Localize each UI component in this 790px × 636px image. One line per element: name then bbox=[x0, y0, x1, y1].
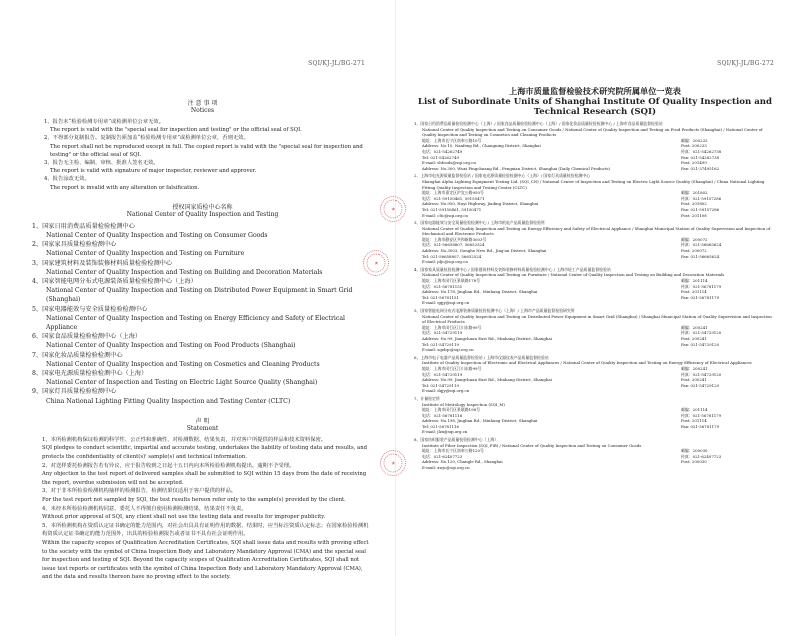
unit-entry bbox=[414, 220, 776, 265]
unit-contact-right: Fax: 021-56781179 bbox=[681, 423, 720, 429]
unit-contact-right: Fax: 021-54729120 bbox=[681, 382, 720, 388]
unit-head: 3、国家电器能效与安全质量检验检测中心 / 上海市机电产品质量监督检验所 bbox=[414, 220, 545, 226]
notice-title-zh: 注 意 事 项 bbox=[187, 100, 218, 107]
unit-contact-left: 地址：上海市长宁区南奉公路10号 bbox=[422, 137, 482, 143]
unit-contact-row bbox=[414, 388, 776, 394]
unit-contact-right bbox=[681, 388, 776, 394]
unit-entry bbox=[414, 173, 776, 218]
unit-contact-right: Post: 200030 bbox=[681, 459, 707, 465]
center-item: 2、国家家具质量检验检测中心 National Center of Quality Inspection and Testing on Furniture bbox=[32, 241, 245, 258]
unit-subtitle: National Center of Quality Inspection and Testing on Consumer Goods / National Center of Quality Inspection and Testing on Food Products (Shanghai) / National Center of Quality Inspection and Testing on Cosmetics and Cleaning Products bbox=[422, 126, 763, 138]
unit-contact-left: 地址：上海市闵行区景联路198号 bbox=[422, 407, 481, 413]
unit-entry bbox=[414, 437, 776, 471]
unit-subtitle: Institute of Fiber Inspection (SQI_FIB) / National Center of Quality Inspection and Testing on Consumer Goods bbox=[422, 442, 642, 448]
unit-contact-right: 传真：021-59157286 bbox=[681, 195, 722, 201]
notice-item: 3、报告无主检、编制、审核、批准人签名无效。 The report is valid with signature of major inspector, reviewer and approver. bbox=[44, 160, 257, 175]
unit-contact-row bbox=[414, 300, 776, 306]
unit-subtitle: National Center of Quality Inspection and Testing on Furniture / National Center of Quality Inspection and Testing on Building and Decoration Materials bbox=[422, 272, 725, 278]
unit-contact-left: 地址：上海市闵行区景联路178号 bbox=[422, 278, 481, 284]
left-doc-code: SQI/KJ-JL/BG-271 bbox=[308, 60, 365, 67]
unit-entry bbox=[414, 355, 776, 394]
notice-title-en: Notices bbox=[190, 107, 215, 114]
center-item: 4、国家智能电网分布式电源装备质量检验检测中心（上海） National Center of Quality Inspection and Testing on Distributed Power Equipment in Smart Grid (Shanghai) bbox=[32, 278, 353, 304]
svg-text:★: ★ bbox=[390, 206, 398, 213]
unit-contact-left: E-mail: qgjy@sqi.org.cn bbox=[422, 300, 470, 306]
unit-contact-right: 邮编：200233 bbox=[681, 137, 708, 143]
unit-contact-left: Tel: 021-54729119 bbox=[422, 341, 459, 347]
unit-contact-left: E-mail: shfoods@sqi.org.cn bbox=[422, 160, 476, 166]
statement-item: 1、本所检测机构保证检测的科学性、公正性和准确性，对检测数据、结果负责，并对客户所提供的样品和技术资料保密。 SQI pledges to conduct scientific, impartial and accurate testing, undertakes the liability of testing data and results, and protects the confidentiality of client(s)' sample(s) and technical information. bbox=[42, 436, 368, 461]
unit-contact-left: Tel: 021-56781116 bbox=[422, 423, 459, 429]
unit-entry bbox=[414, 121, 776, 171]
centers-title-en: National Center of Quality Inspection and Testing bbox=[126, 210, 279, 218]
unit-contact-left: Address: No.3003, Gonghe New Rd., Jing'an District, Shanghai bbox=[422, 248, 547, 254]
unit-head: 7、计量检定所 bbox=[414, 395, 440, 401]
unit-contact-right: Post: 201114 bbox=[681, 418, 707, 424]
unit-contact-right: 邮编：201114 bbox=[681, 407, 708, 413]
unit-contact-left: 电话：021-54729119 bbox=[422, 330, 463, 336]
unit-contact-right: Post: 200233 bbox=[681, 143, 707, 149]
statement-item: 5、本所检测机构在资质认定证书确定的能力范围内，对社会出具具有证明作用的数据、结果时，应当标注资质认定标志；在国家检验检测机构资质认定证书确定的能力范围外，出具的检验检测报告或者证书不具有社会证明作用。 Within the capacity scopes of Qualification Accreditation Certificates, SQI shall issue data and results with proving effect to the society with the symbol of China Inspection Body and Laboratory Mandatory Approval (CMA) and the special seal for inspection and testing of SQI. Beyond the capacity scopes of Qualification Accreditation Certificates, SQI shall not issue test reports or certificates with the symbol of China Inspection Body and Laboratory Mandatory Approval (CMA), and the data and results thereon have no proving effect to the society. bbox=[42, 522, 369, 581]
unit-contact-row bbox=[414, 166, 776, 172]
unit-contact-left: Address: No.99, Jiangchuan East Rd., Minhang District, Shanghai bbox=[422, 377, 552, 383]
unit-contact-left: E-mail: dqjy@sqi.org.cn bbox=[422, 388, 470, 394]
center-item: 9、国家灯具质量检验检测中心 China National Lighting Fitting Quality Inspection and Testing Center (CLTC) bbox=[32, 388, 291, 405]
svg-text:★: ★ bbox=[373, 260, 381, 267]
unit-contact-left: Address: No.120, Changle Rd., Shanghai bbox=[422, 459, 503, 465]
centers-title-zh: 授权国家质检中心名称 bbox=[172, 203, 233, 211]
unit-contact-row bbox=[414, 347, 776, 353]
unit-contact-right: Post: 201108 bbox=[681, 212, 707, 218]
unit-contact-right: Post: 200241 bbox=[681, 377, 707, 383]
unit-contact-right: Fax: 021-56781179 bbox=[681, 294, 720, 300]
unit-contact-row bbox=[414, 259, 776, 265]
unit-contact-right: 邮编：201114 bbox=[681, 278, 708, 284]
unit-contact-left: 地址：上海市静安区共和新路3003号 bbox=[422, 236, 487, 242]
unit-contact-left: Tel: 021-56781151 bbox=[422, 294, 459, 300]
center-item: 6、国家食品质量检验检测中心（上海） National Center of Quality Inspection and Testing on Food Products (Shanghai) bbox=[32, 333, 296, 350]
center-item: 7、国家化妆品质量检验检测中心 National Center of Quality Inspection and Testing on Cosmetics and Cleaning Products bbox=[32, 351, 320, 368]
unit-contact-left: E-mail: xwjc@sqi.org.cn bbox=[422, 465, 470, 471]
unit-contact-right: 传真：021-56781179 bbox=[681, 412, 722, 418]
unit-contact-right: Fax: 021-59157286 bbox=[681, 206, 720, 212]
unit-contact-left: 电话：021-54729119 bbox=[422, 371, 463, 377]
centers-list bbox=[32, 222, 373, 406]
unit-contact-right: 传真：021-54262738 bbox=[681, 148, 722, 154]
unit-contact-right: 邮编：200072 bbox=[681, 236, 708, 242]
unit-contact-right: 传真：021-54729120 bbox=[681, 330, 722, 336]
unit-subtitle: National Center of Quality Inspection and Testing on Distributed Power Equipment in Smart Grid (Shanghai) / Shanghai Municipal Station of Quality Supervision and Inspection of Electrical Products bbox=[422, 313, 772, 325]
unit-entry bbox=[414, 308, 776, 353]
unit-contact-right bbox=[681, 465, 776, 471]
unit-subtitle: Shanghai Alpha Lighting Equipment Testing Ltd. (SQI_CN) / National Center of Inspection and Testing on Electric Light Source Quality (Shanghai) / China National Lighting Fitting Quality Inspection and Testing Center (CLTC) bbox=[422, 178, 765, 190]
unit-contact-right: Post: 200072 bbox=[681, 248, 707, 254]
unit-contact-right: 传真：021-56665624 bbox=[681, 242, 722, 248]
unit-subtitle: National Center of Quality Inspection and Testing on Energy Efficiency and Safety of Electrical Appliance / Shanghai Municipal Station of Quality Supervision and Inspection of Mechanical and Electronic Products bbox=[422, 225, 771, 237]
unit-head: 6、上海市电子电器产品质量监督检验站 / 上海市仪器仪表产品质量监督检验站 bbox=[414, 354, 549, 360]
unit-contact-left: 电话：021-56781116 bbox=[422, 412, 463, 418]
unit-contact-left: E-mail: cltc@sqi.org.cn bbox=[422, 212, 468, 218]
unit-head: 2、上海市电光源质量监督检验站 / 国家电光源质量检验检测中心（上海）/ 国家灯具质量检验检测中心 bbox=[414, 173, 591, 179]
notice-item: 1、报告未“检验检测专用章”或检测单位公章无效。 The report is valid with the "special seal for inspection and testing" or the official seal of SQI. bbox=[44, 119, 302, 134]
unit-contact-left: E-mail: jlzx@sqi.org.cn bbox=[422, 429, 468, 435]
unit-contact-left: Address: No.198, Jinglian Rd., Minhang District, Shanghai bbox=[422, 418, 538, 424]
unit-contact-left: Tel: 021-54729119 bbox=[422, 382, 459, 388]
unit-contact-left: 电话：021-59150461, 59150471 bbox=[422, 195, 485, 201]
unit-contact-right: Fax: 021-37495162 bbox=[681, 165, 720, 171]
unit-contact-left: E-mail: jdjc@sqi.org.cn bbox=[422, 259, 468, 265]
unit-entry bbox=[414, 267, 776, 306]
statement-title-en: Statement bbox=[186, 424, 219, 432]
unit-contact-row bbox=[414, 465, 776, 471]
unit-contact-left: 电话：021-56781151 bbox=[422, 283, 463, 289]
statement-item: 3、对于非本所检验检测机构抽样的检测报告，检测结果仅适用于客户提供的样品。 For the test report not sampled by SQI, the test results hereon refer only to the sample(s) provided by the client. bbox=[42, 488, 346, 504]
unit-contact-right: 邮编：201802 bbox=[681, 190, 708, 196]
unit-contact-left: Address: No.99, Jiangchuan East Rd., Minhang District, Shanghai bbox=[422, 335, 552, 341]
unit-contact-right: 邮编：200030 bbox=[681, 448, 708, 454]
unit-contact-right: Fax: 021-56665624 bbox=[681, 253, 720, 259]
unit-contact-left: Tel: 021-56658807, 56652524 bbox=[422, 253, 482, 259]
unit-contact-right bbox=[681, 259, 776, 265]
unit-contact-right: Post: 201802 bbox=[681, 201, 707, 207]
units-title-zh: 上海市质量监督检验技术研究院所属单位一览表 bbox=[509, 86, 681, 96]
unit-head: 1、国家日用消费品质量检验检测中心（上海）/ 国家食品质量检验检测中心（上海）/ 国家化妆品质量检验检测中心 / 上海市食品质量监督检验站 bbox=[414, 121, 663, 126]
right-page bbox=[390, 0, 790, 636]
unit-subtitle: Institute of Metrology Inspection (SQI_M) bbox=[422, 401, 505, 407]
unit-contact-right: 传真：021-56781179 bbox=[681, 283, 722, 289]
unit-contact-right: 邮编：200241 bbox=[681, 365, 708, 371]
svg-text:★: ★ bbox=[390, 460, 398, 467]
unit-contact-left: Tel: 021-59150461, 59150471 bbox=[422, 206, 482, 212]
unit-contact-left: 电话：021-62407723 bbox=[422, 453, 463, 459]
unit-contact-right: 传真：021-62407723 bbox=[681, 453, 722, 459]
unit-contact-row bbox=[414, 213, 776, 219]
unit-head: 5、国家智能电网分布式电源装备质量检验检测中心（上海）/ 上海市产品质量监督检验研究所 bbox=[414, 308, 575, 313]
unit-contact-right: 邮编：200241 bbox=[681, 324, 708, 330]
unit-head: 4、国家家具质量检验检测中心 / 国家建筑材料及装饰装修材料质量检验检测中心 / 上海市轻工产品质量监督检验站 bbox=[414, 266, 611, 272]
statement-item: 4、未经本所检验检测机构同意，委托人不得擅自使用检测检测结果，结果责任不负责。 Without prior approval of SQI, any client shall not use the testing data and results for improper publicity. bbox=[42, 505, 326, 521]
unit-contact-left: 地址：上海市长宁区南奉公路120号 bbox=[422, 448, 484, 454]
statement-title-zh: 声 明 bbox=[195, 417, 210, 425]
center-item: 3、国家建筑材料及装饰装修材料质量检验检测中心 National Center of Quality Inspection and Testing on Building and Decoration Materials bbox=[32, 259, 323, 276]
unit-contact-right: Post: 201499 bbox=[681, 160, 707, 166]
statement-list bbox=[32, 436, 373, 582]
units-title-en: List of Subordinate Units of Shanghai Institute Of Quality Inspection and Technical Research (SQI) bbox=[417, 97, 773, 117]
unit-contact-right: Post: 201114 bbox=[681, 289, 707, 295]
center-item: 5、国家电器能效与安全质量检验检测中心 National Center of Quality Inspection and Testing on Energy Efficiency and Safety of Electrical Appliance bbox=[32, 305, 346, 332]
unit-contact-left: 地址：上海市嘉定区沪宜公路950号 bbox=[422, 190, 484, 196]
units-list bbox=[414, 121, 776, 471]
unit-contact-left: E-mail: sqidqc@sqi.org.cn bbox=[422, 347, 474, 353]
notice-item: 4、报告涂改无效。 The report is invalid with any alteration or falsification. bbox=[44, 176, 200, 191]
unit-contact-left: Tel: 021-54262749 bbox=[422, 154, 459, 160]
unit-contact-left: Address: No.300, Wuxi Pingchuang Rd., Fengxian District, Shanghai (Daily Chemical Products) bbox=[422, 165, 611, 171]
right-doc-code: SQI/KJ-JL/BG-272 bbox=[717, 60, 774, 67]
unit-contact-right: Fax: 021-54729120 bbox=[681, 341, 720, 347]
unit-contact-left: Address: No.10, Nanfeng Rd., Changning District, Shanghai bbox=[422, 143, 541, 149]
center-item: 1、国家日用消费品质量检验检测中心 National Center of Quality Inspection and Testing on Consumer Goods bbox=[32, 222, 268, 240]
unit-entry bbox=[414, 396, 776, 435]
unit-subtitle: Institute of Quality Inspection of Electronic and Electrical Appliances / National Center of Quality Inspection and Testing on Energy Efficiency of Electrical Appliances bbox=[422, 360, 752, 366]
notice-list bbox=[32, 118, 373, 192]
statement-item: 2、对送样委托检测报告若有异议，应于报告收到之日起十五日内向本所检验检测机构提出，逾期不予受理。 Any objection to the test report of delivered samples shall be submitted to SQI within 15 days from the date of receiving the report, overdue submission will not be accepted. bbox=[42, 462, 367, 486]
unit-contact-right: Post: 200241 bbox=[681, 335, 707, 341]
unit-contact-left: 电话：021-54262749 bbox=[422, 148, 463, 154]
unit-contact-right: Fax: 021-54262738 bbox=[681, 154, 720, 160]
unit-contact-right bbox=[681, 300, 776, 306]
unit-contact-right bbox=[681, 347, 776, 353]
unit-contact-right: 传真：021-54729120 bbox=[681, 371, 722, 377]
unit-contact-right bbox=[681, 429, 776, 435]
notice-item: 2、不得部分复制报告。复制报告须加盖“检验检测专用章”或检测单位公章，否则无效。 The report shall not be reproduced except in full. The copied report is valid with the "special seal for inspection and testing" or the official seal of SQI. bbox=[44, 135, 363, 158]
unit-contact-row bbox=[414, 429, 776, 435]
unit-contact-left: 电话：021-56658807, 56652524 bbox=[422, 242, 485, 248]
unit-contact-left: 地址：上海市闵行区江川东路99号 bbox=[422, 365, 482, 371]
unit-contact-left: Address: No.950, Huyi Highway, Jiading District, Shanghai bbox=[422, 201, 539, 207]
center-item: 8、国家电光源质量检验检测中心（上海） National Center of Inspection and Testing on Electric Light Source Quality (Shanghai) bbox=[32, 370, 318, 387]
unit-head: 8、国家纺织服装产品质量检验检测中心（上海） bbox=[414, 437, 499, 443]
unit-contact-left: Address: No.178, Jinglian Rd., Minhang District, Shanghai bbox=[422, 289, 538, 295]
unit-contact-left: 地址：上海市闵行区江川东路99号 bbox=[422, 324, 482, 330]
